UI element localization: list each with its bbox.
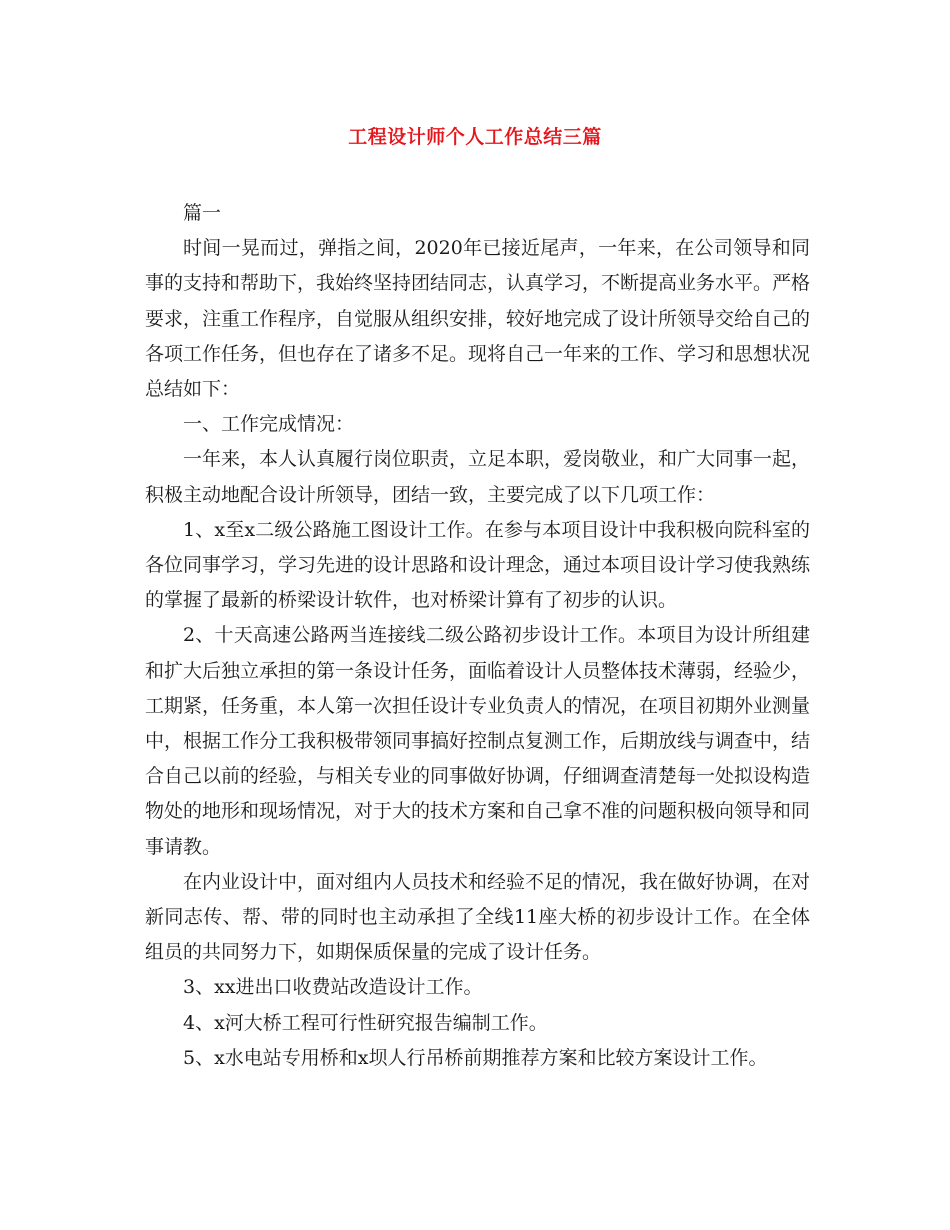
paragraph-intro: 时间一晃而过，弹指之间，2020年已接近尾声，一年来，在公司领导和同事的支持和帮助下，我始终坚持团结同志，认真学习，不断提高业务水平。严格要求，注重工作程序，自觉服从组织安排，较好地完成了设计所领导交给自己的各项工作任务，但也存在了诸多不足。现将自己一年来的工作、学习和思想状况总结如下： bbox=[145, 237, 811, 401]
paragraph-item-4: 4、x河大桥工程可行性研究报告编制工作。 bbox=[183, 1011, 548, 1034]
paragraph-item-5: 5、x水电站专用桥和x坝人行吊桥前期推荐方案和比较方案设计工作。 bbox=[183, 1046, 768, 1069]
section-heading-work-completion: 一、工作完成情况： bbox=[183, 413, 355, 436]
paragraph-item-2: 2、十天高速公路两当连接线二级公路初步设计工作。本项目为设计所组建和扩大后独立承担的第一条设计任务，面临着设计人员整体技术薄弱，经验少，工期紧，任务重，本人第一次担任设计专业负责人的情况，在项目初期外业测量中，根据工作分工我积极带领同事搞好控制点复测工作，后期放线与调查中，结合自己以前的经验，与相关专业的同事做好协调，仔细调查清楚每一处拟设构造物处的地形和现场情况，对于大的技术方案和自己拿不准的问题积极向领导和同事请教。 bbox=[145, 624, 811, 858]
paragraph-item-1: 1、x至x二级公路施工图设计工作。在参与本项目设计中我积极向院科室的各位同事学习，学习先进的设计思路和设计理念，通过本项目设计学习使我熟练的掌握了最新的桥梁设计软件，也对桥梁计算有了初步的认识。 bbox=[145, 518, 811, 612]
paragraph-item-3: 3、xx进出口收费站改造设计工作。 bbox=[183, 976, 483, 999]
paragraph-internal-design: 在内业设计中，面对组内人员技术和经验不足的情况，我在做好协调，在对新同志传、帮、带的同时也主动承担了全线11座大桥的初步设计工作。在全体组员的共同努力下，如期保质保量的完成了设计任务。 bbox=[145, 870, 811, 964]
section-heading-part-one: 篇一 bbox=[183, 202, 222, 224]
paragraph-overview: 一年来，本人认真履行岗位职责，立足本职，爱岗敬业，和广大同事一起，积极主动地配合设计所领导，团结一致，主要完成了以下几项工作： bbox=[145, 448, 811, 506]
document-body bbox=[145, 196, 810, 1076]
document-title: 工程设计师个人工作总结三篇 bbox=[348, 126, 602, 148]
